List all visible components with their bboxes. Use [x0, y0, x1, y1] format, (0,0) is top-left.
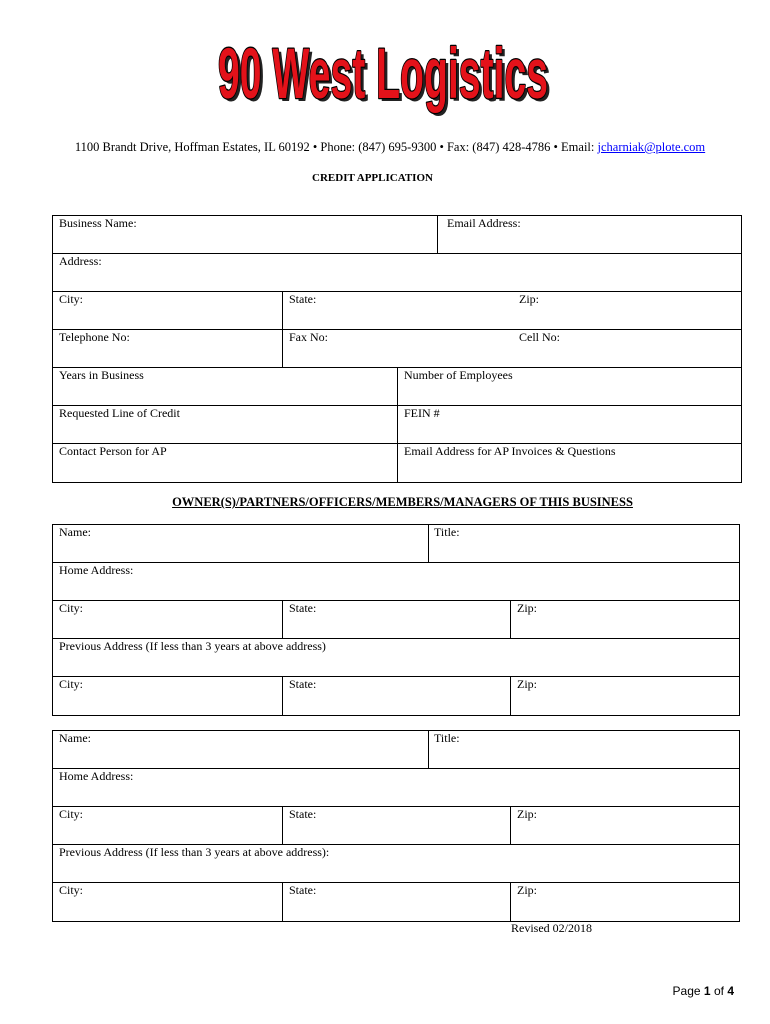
- owner-name-label: Name:: [59, 731, 91, 745]
- owner-city-label: City:: [59, 807, 84, 821]
- table-row: [53, 444, 741, 482]
- owner-prev-city-field[interactable]: [53, 677, 283, 715]
- credit-line-field[interactable]: [53, 406, 398, 443]
- table-row: [53, 601, 739, 639]
- table-row: [53, 216, 741, 254]
- ap-email-label: Email Address for AP Invoices & Questions: [404, 444, 616, 458]
- owner-home-address-field[interactable]: [53, 563, 739, 600]
- owner-prev-state-field[interactable]: [283, 677, 511, 715]
- page-total: 4: [727, 984, 734, 998]
- table-row: [53, 254, 741, 292]
- table-row: [53, 406, 741, 444]
- owner-previous-address-field[interactable]: [53, 639, 739, 676]
- table-row: [53, 368, 741, 406]
- telephone-field[interactable]: [53, 330, 283, 367]
- owner-zip-field[interactable]: [511, 601, 739, 638]
- contact-details: 1100 Brandt Drive, Hoffman Estates, IL 60192 • Phone: (847) 695-9300 • Fax: (847) 428-4786 • Email:: [74, 140, 595, 154]
- revision-note: Revised 02/2018: [511, 921, 592, 935]
- address-label: Address:: [59, 254, 102, 268]
- owner-prev-zip-field[interactable]: [511, 883, 739, 921]
- fax-field[interactable]: [283, 330, 513, 367]
- owner-home-address-label: Home Address:: [59, 563, 134, 577]
- owner-table-1: [52, 524, 740, 716]
- owner-city-label: City:: [59, 601, 84, 615]
- table-row: [53, 677, 739, 715]
- city-field[interactable]: [53, 292, 283, 329]
- page-indicator: [673, 984, 734, 998]
- owner-zip-label: Zip:: [517, 807, 537, 821]
- owner-city-field[interactable]: [53, 601, 283, 638]
- owner-zip-field[interactable]: [511, 807, 739, 844]
- owner-title-field[interactable]: [429, 731, 739, 768]
- owner-title-label: Title:: [434, 731, 460, 745]
- page-word: Page: [672, 984, 701, 998]
- owner-previous-address-label: Previous Address (If less than 3 years at above address):: [59, 845, 330, 859]
- email-address-label: Email Address:: [447, 216, 521, 230]
- owner-title-field[interactable]: [429, 525, 739, 562]
- email-address-field[interactable]: [438, 216, 741, 253]
- page-current: 1: [703, 984, 711, 998]
- owner-zip-label: Zip:: [517, 601, 537, 615]
- owner-prev-city-field[interactable]: [53, 883, 283, 921]
- owner-state-field[interactable]: [283, 807, 511, 844]
- ap-email-field[interactable]: [398, 444, 741, 482]
- telephone-label: Telephone No:: [59, 330, 130, 344]
- page-of-word: of: [713, 984, 724, 998]
- owner-name-label: Name:: [59, 525, 91, 539]
- table-row: [53, 525, 739, 563]
- table-row: [53, 845, 739, 883]
- owners-section-heading: OWNER(S)/PARTNERS/OFFICERS/MEMBERS/MANAGERS OF THIS BUSINESS: [172, 495, 633, 509]
- business-info-table: [52, 215, 742, 483]
- owner-city-field[interactable]: [53, 807, 283, 844]
- owner-name-field[interactable]: [53, 525, 429, 562]
- logo-graphic: [212, 36, 562, 120]
- owner-previous-address-label: Previous Address (If less than 3 years at above address): [59, 639, 326, 653]
- fax-label: Fax No:: [289, 330, 328, 344]
- owner-state-label: State:: [289, 807, 317, 821]
- zip-field[interactable]: [513, 292, 741, 329]
- cell-phone-field[interactable]: [513, 330, 741, 367]
- owner-previous-address-field[interactable]: [53, 845, 739, 882]
- years-in-business-field[interactable]: [53, 368, 398, 405]
- owner-prev-city-label: City:: [59, 677, 84, 691]
- owner-prev-state-label: State:: [289, 883, 317, 897]
- table-row: [53, 563, 739, 601]
- employees-label: Number of Employees: [404, 368, 513, 382]
- owner-state-label: State:: [289, 601, 317, 615]
- table-row: [53, 330, 741, 368]
- owner-home-address-field[interactable]: [53, 769, 739, 806]
- ap-contact-label: Contact Person for AP: [59, 444, 167, 458]
- owner-name-field[interactable]: [53, 731, 429, 768]
- address-field[interactable]: [53, 254, 741, 291]
- state-label: State:: [289, 292, 317, 306]
- cell-phone-label: Cell No:: [519, 330, 560, 344]
- table-row: [53, 807, 739, 845]
- zip-label: Zip:: [519, 292, 539, 306]
- owner-prev-zip-label: Zip:: [517, 677, 537, 691]
- owner-prev-city-label: City:: [59, 883, 84, 897]
- employees-field[interactable]: [398, 368, 741, 405]
- owner-prev-state-label: State:: [289, 677, 317, 691]
- owner-title-label: Title:: [434, 525, 460, 539]
- table-row: [53, 639, 739, 677]
- years-in-business-label: Years in Business: [59, 368, 144, 382]
- logo-shadow-text: 90 West Logistics: [221, 38, 551, 118]
- state-field[interactable]: [283, 292, 513, 329]
- owner-prev-zip-field[interactable]: [511, 677, 739, 715]
- logo-text: 90 West Logistics: [218, 36, 548, 115]
- table-row: [53, 292, 741, 330]
- table-row: [53, 731, 739, 769]
- owner-prev-zip-label: Zip:: [517, 883, 537, 897]
- company-contact-line: [40, 140, 740, 154]
- fein-label: FEIN #: [404, 406, 440, 420]
- form-title: CREDIT APPLICATION: [312, 172, 433, 184]
- credit-line-label: Requested Line of Credit: [59, 406, 180, 420]
- ap-contact-field[interactable]: [53, 444, 398, 482]
- table-row: [53, 769, 739, 807]
- business-name-label: Business Name:: [59, 216, 137, 230]
- owner-prev-state-field[interactable]: [283, 883, 511, 921]
- table-row: [53, 883, 739, 921]
- email-link[interactable]: jcharniak@plote.com: [597, 140, 706, 154]
- company-logo: [212, 36, 562, 120]
- city-label: City:: [59, 292, 84, 306]
- fein-field[interactable]: [398, 406, 741, 443]
- business-name-field[interactable]: [53, 216, 438, 253]
- owner-table-2: [52, 730, 740, 922]
- owner-home-address-label: Home Address:: [59, 769, 134, 783]
- owner-state-field[interactable]: [283, 601, 511, 638]
